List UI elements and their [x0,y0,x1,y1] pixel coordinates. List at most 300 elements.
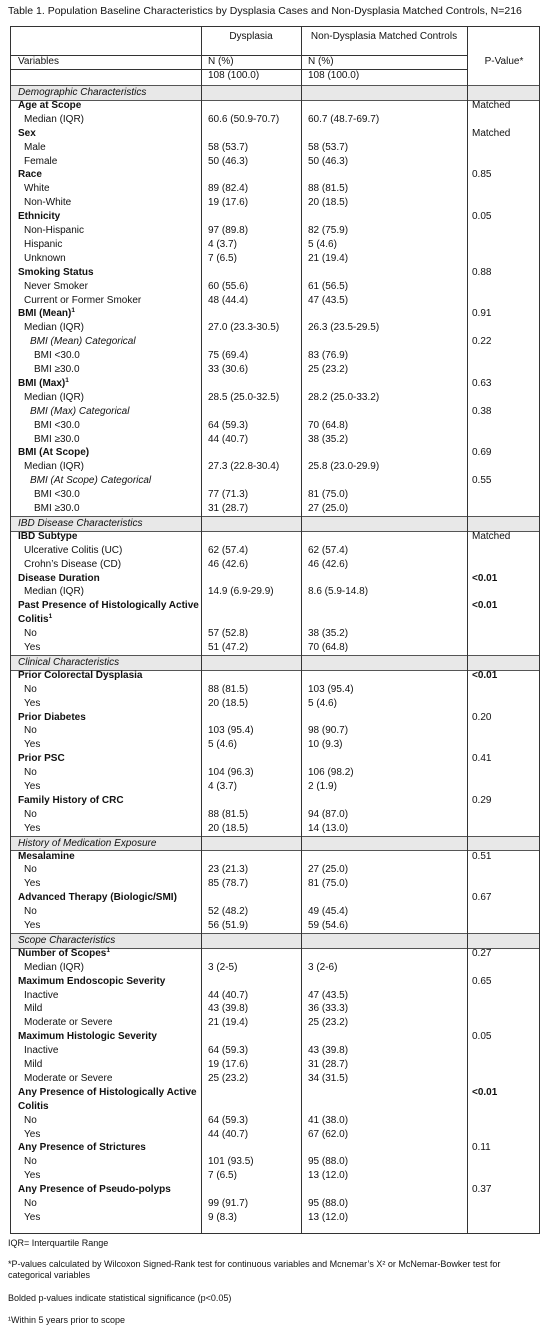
dysplasia-value: 43 (39.8) [208,1003,249,1015]
variable-label: BMI ≥30.0 [34,503,80,514]
control-value: 5 (4.6) [308,238,337,250]
control-value: 95 (88.0) [308,1198,349,1209]
table-row [11,113,539,127]
table-row [11,627,539,641]
variable-label: Ulcerative Colitis (UC) [24,544,123,556]
dysplasia-value: 103 (95.4) [208,725,254,737]
variable-label: Prior PSC [18,753,65,765]
table-row [11,349,539,363]
table-row [11,711,539,725]
table-row [11,168,539,182]
table-row [11,905,539,919]
control-value: 38 (35.2) [308,433,349,445]
control-value: 59 (54.6) [308,920,349,931]
p-value: <0.01 [472,572,498,584]
p-value: 0.29 [472,794,492,806]
table-row [11,1141,539,1155]
table-row [11,558,539,572]
table-row [11,419,539,433]
table-row [11,947,539,961]
dysplasia-value: 27.3 (22.8-30.4) [208,461,280,473]
table-row [11,989,539,1003]
column-divider [301,27,302,1233]
table-row [11,1197,539,1211]
col-controls-unit: N (%) [308,56,334,67]
variable-label: BMI ≥30.0 [34,364,80,375]
table-row [11,127,539,141]
table-row [11,460,539,474]
control-value: 47 (43.5) [308,989,349,1001]
control-value: 8.6 (5.9-14.8) [308,586,369,598]
control-value: 25 (23.2) [308,364,349,375]
p-value: <0.01 [472,669,498,681]
dysplasia-value: 52 (48.2) [208,906,249,918]
variable-label: Any Presence of Pseudo-polyps [18,1184,171,1196]
dysplasia-value: 25 (23.2) [208,1072,249,1084]
dysplasia-value: 50 (46.3) [208,155,249,167]
dysplasia-value: 19 (17.6) [208,1059,249,1070]
variable-label: No [24,1156,37,1168]
variable-label: Ethnicity [18,211,61,223]
variable-label: Median (IQR) [24,391,85,403]
table-row [11,766,539,780]
table-row [11,599,539,613]
table-row [11,1211,539,1225]
control-value: 38 (35.2) [308,628,349,640]
column-divider [467,27,468,1233]
control-value: 94 (87.0) [308,808,349,820]
dysplasia-value: 62 (57.4) [208,544,249,556]
table-row [11,738,539,752]
control-value: 13 (12.0) [308,1170,349,1182]
p-value: 0.05 [472,1031,492,1043]
footnote-marker: 1 [106,946,110,954]
control-value: 31 (28.7) [308,1059,349,1070]
variable-label: Yes [24,878,41,890]
dysplasia-value: 5 (4.6) [208,739,237,751]
control-value: 36 (33.3) [308,1003,349,1015]
table-row [11,572,539,586]
control-value: 103 (95.4) [308,683,354,695]
control-value: 70 (64.8) [308,642,349,653]
dysplasia-value: 44 (40.7) [208,433,249,445]
dysplasia-value: 20 (18.5) [208,697,249,709]
dysplasia-value: 88 (81.5) [208,683,249,695]
variable-label: BMI (Max) Categorical [30,405,130,417]
variable-label: Inactive [24,1045,59,1057]
dysplasia-value: 64 (59.3) [208,1045,249,1057]
variable-label: Yes [24,1128,41,1140]
table-caption: Table 1. Population Baseline Characteristics by Dysplasia Cases and Non-Dysplasia Matched Controls, N=216 [8,5,522,17]
variable-label: No [24,628,37,640]
p-value: 0.11 [472,1142,491,1154]
variable-label: Yes [24,920,41,931]
table-row [11,433,539,447]
table-row [11,1016,539,1030]
control-value: 5 (4.6) [308,697,337,709]
dysplasia-value: 64 (59.3) [208,1114,249,1126]
p-value: 0.69 [472,447,492,459]
variable-label: Median (IQR) [24,961,85,973]
footnote-iqr: IQR= Interquartile Range [8,1238,109,1248]
variable-label: Number of Scopes$^1$ [18,946,110,959]
table-row [11,307,539,321]
variable-label: Non-Hispanic [24,225,85,236]
variable-label: Race [18,169,42,181]
variable-label: Maximum Histologic Severity [18,1031,157,1043]
variable-label: BMI (Max)$^1$ [18,376,69,389]
table-row [11,822,539,836]
table-row [11,182,539,196]
p-value: 0.22 [472,336,492,348]
p-value: 0.41 [472,753,492,765]
dysplasia-value: 77 (71.3) [208,489,249,501]
variable-label: Male [24,141,46,153]
table-row [11,266,539,280]
table-row [11,585,539,599]
variable-label: IBD Subtype [18,530,78,542]
table-row [11,1100,539,1114]
table-row [11,1086,539,1100]
table-header [11,27,539,86]
control-value: 49 (45.4) [308,906,349,918]
table-row [11,919,539,933]
baseline-characteristics-table [10,26,540,1234]
dysplasia-value: 33 (30.6) [208,364,249,375]
control-value: 3 (2-6) [308,961,338,973]
control-value: 13 (12.0) [308,1211,349,1223]
table-row [11,280,539,294]
variable-label: Median (IQR) [24,461,85,473]
p-value: 0.37 [472,1184,492,1196]
table-row [11,808,539,822]
section-label: Demographic Characteristics [18,87,147,98]
table-row [11,238,539,252]
variable-label: Median (IQR) [24,322,85,334]
variable-label: BMI (Mean) Categorical [30,336,136,348]
dysplasia-value: 31 (28.7) [208,503,249,514]
dysplasia-value: 89 (82.4) [208,183,249,195]
dysplasia-value: 23 (21.3) [208,864,249,876]
control-value: 46 (42.6) [308,558,349,570]
dysplasia-value: 9 (8.3) [208,1211,237,1223]
table-row [11,1183,539,1197]
p-value: 0.88 [472,266,492,278]
control-value: 47 (43.5) [308,294,349,306]
variable-label: Non-White [24,197,72,209]
dysplasia-value: 4 (3.7) [208,238,237,250]
variable-label: Any Presence of Strictures [18,1142,146,1154]
dysplasia-value: 48 (44.4) [208,294,249,306]
table-row [11,488,539,502]
table-row [11,446,539,460]
p-value: 0.20 [472,711,492,723]
variable-label: Hispanic [24,238,63,250]
control-value: 50 (46.3) [308,155,349,167]
control-value: 20 (18.5) [308,197,349,209]
footnote-marker: 1 [48,613,53,621]
dysplasia-value: 75 (69.4) [208,350,249,362]
variable-label: White [24,183,50,195]
column-divider [201,27,202,1233]
table-row [11,405,539,419]
table-row [11,780,539,794]
variable-label: No [24,864,37,876]
control-value: 25 (23.2) [308,1017,349,1029]
variable-label: Any Presence of Histologically Active [18,1086,197,1098]
control-value: 41 (38.0) [308,1114,349,1126]
variable-label: BMI ≥30.0 [34,433,80,445]
control-value: 98 (90.7) [308,725,349,737]
variable-label: Prior Colorectal Dysplasia [18,669,143,681]
p-value: 0.05 [472,211,492,223]
control-value: 60.7 (48.7-69.7) [308,113,380,125]
p-value: 0.27 [472,947,492,959]
table-row [11,474,539,488]
dysplasia-value: 51 (47.2) [208,642,249,653]
dysplasia-value: 28.5 (25.0-32.5) [208,391,280,403]
variable-label: BMI <30.0 [34,350,80,362]
table-row [11,294,539,308]
variable-label: Inactive [24,989,59,1001]
table-row [11,391,539,405]
variable-label: Mesalamine [18,850,75,862]
control-value: 81 (75.0) [308,489,349,501]
dysplasia-value: 20 (18.5) [208,822,249,834]
control-value: 88 (81.5) [308,183,349,195]
variable-label: Yes [24,1211,41,1223]
variable-label: No [24,808,37,820]
table-row [11,683,539,697]
variable-label: Advanced Therapy (Biologic/SMI) [18,892,177,904]
variable-label: Yes [24,781,41,792]
variable-label: Yes [24,739,41,751]
col-controls-total: 108 (100.0) [308,70,360,81]
variable-label: Yes [24,1170,41,1182]
variable-label: Unknown [24,252,66,264]
variable-label: No [24,1198,37,1209]
table-row [11,502,539,516]
section-label: IBD Disease Characteristics [18,517,143,529]
footnote-marker: 1 [65,376,69,384]
footnote-pvalues: *P-values calculated by Wilcoxon Signed-Rank test for continuous variables and Mcnemar’s X² or McNemar-Bowker test for categorical variables [8,1259,501,1280]
control-value: 27 (25.0) [308,503,349,514]
variable-label: Moderate or Severe [24,1017,113,1029]
p-value: 0.91 [472,308,492,320]
table-row [11,752,539,766]
control-value: 28.2 (25.0-33.2) [308,391,380,403]
footnote-within: ¹Within 5 years prior to scope [8,1315,126,1325]
control-value: 27 (25.0) [308,864,349,876]
table-row [11,850,539,864]
variable-label: Yes [24,822,41,834]
table-row [11,1128,539,1142]
p-value: 0.67 [472,892,492,904]
p-value: Matched [472,127,511,139]
section-label: History of Medication Exposure [18,837,157,849]
dysplasia-value: 44 (40.7) [208,989,249,1001]
table-row [11,794,539,808]
variable-label: Never Smoker [24,280,88,292]
table-row [11,891,539,905]
control-value: 67 (62.0) [308,1128,349,1140]
table-row [11,252,539,266]
variable-label: No [24,725,37,737]
variable-label: BMI (Mean)$^1$ [18,307,75,320]
dysplasia-value: 19 (17.6) [208,197,249,209]
control-value: 81 (75.0) [308,878,349,890]
variable-label: No [24,906,37,918]
section-label: Scope Characteristics [18,934,116,946]
col-dysplasia-title: Dysplasia [229,31,273,42]
p-value: 0.38 [472,405,492,417]
dysplasia-value: 104 (96.3) [208,767,254,779]
table-row [11,224,539,238]
col-dysplasia-unit: N (%) [208,56,234,67]
variable-label: Current or Former Smoker [24,294,142,306]
section-label: Clinical Characteristics [18,656,120,668]
dysplasia-value: 88 (81.5) [208,808,249,820]
variable-label: Median (IQR) [24,113,85,125]
dysplasia-value: 27.0 (23.3-30.5) [208,322,280,334]
table-row [11,1114,539,1128]
variable-label: Smoking Status [18,266,94,278]
control-value: 43 (39.8) [308,1045,349,1057]
p-value: 0.63 [472,377,492,389]
dysplasia-value: 97 (89.8) [208,225,249,236]
p-value: Matched [472,530,511,542]
control-value: 82 (75.9) [308,225,349,236]
col-controls-title: Non-Dysplasia Matched Controls [310,31,458,42]
table-row [11,530,539,544]
p-value: 0.51 [472,850,492,862]
table-row [11,1169,539,1183]
col-dysplasia-total: 108 (100.0) [208,70,260,81]
table-row [11,99,539,113]
variable-label: No [24,1114,37,1126]
table-row [11,210,539,224]
dysplasia-value: 14.9 (6.9-29.9) [208,586,274,598]
control-value: 2 (1.9) [308,781,337,792]
variable-label: BMI (At Scope) [18,447,90,459]
footnote-bold: Bolded p-values indicate statistical significance (p<0.05) [8,1293,232,1303]
control-value: 62 (57.4) [308,544,349,556]
table-row [11,877,539,891]
table-row [11,196,539,210]
dysplasia-value: 4 (3.7) [208,781,237,792]
variable-label: BMI <30.0 [34,489,80,501]
dysplasia-value: 58 (53.7) [208,141,249,153]
col-variables-title: Variables [18,56,59,67]
variable-label: No [24,767,37,779]
variable-label: Yes [24,642,41,653]
variable-label: Sex [18,127,36,139]
table-row [11,335,539,349]
variable-label: Colitis$^1$ [18,613,53,626]
table-row [11,697,539,711]
control-value: 83 (76.9) [308,350,349,362]
table-row [11,141,539,155]
dysplasia-value: 57 (52.8) [208,628,249,640]
variable-label: Yes [24,697,41,709]
dysplasia-value: 44 (40.7) [208,1128,249,1140]
table-row [11,641,539,655]
dysplasia-value: 7 (6.5) [208,1170,237,1182]
control-value: 95 (88.0) [308,1156,349,1168]
control-value: 25.8 (23.0-29.9) [308,461,380,473]
variable-label: No [24,683,37,695]
p-value: Matched [472,99,511,111]
table-row [11,1044,539,1058]
table-row [11,669,539,683]
dysplasia-value: 64 (59.3) [208,419,249,431]
variable-label: Family History of CRC [18,794,124,806]
variable-label: Female [24,155,58,167]
dysplasia-value: 101 (93.5) [208,1156,254,1168]
table-row [11,321,539,335]
p-value: <0.01 [472,600,498,612]
dysplasia-value: 3 (2-5) [208,961,238,973]
control-value: 34 (31.5) [308,1072,349,1084]
dysplasia-value: 60.6 (50.9-70.7) [208,113,280,125]
table-row [11,1072,539,1086]
table-row [11,613,539,627]
table-row [11,544,539,558]
control-value: 26.3 (23.5-29.5) [308,322,380,334]
dysplasia-value: 99 (91.7) [208,1198,249,1209]
variable-label: Crohn’s Disease (CD) [24,558,122,570]
variable-label: Colitis [18,1100,49,1112]
table-row [11,363,539,377]
variable-label: Past Presence of Histologically Active [18,600,199,612]
table-row [11,1002,539,1016]
variable-label: Mild [24,1003,43,1015]
variable-label: BMI (At Scope) Categorical [30,475,152,487]
control-value: 21 (19.4) [308,252,349,264]
dysplasia-value: 56 (51.9) [208,920,249,931]
variable-label: Prior Diabetes [18,711,86,723]
variable-label: Maximum Endoscopic Severity [18,975,166,987]
p-value: <0.01 [472,1086,498,1098]
dysplasia-value: 85 (78.7) [208,878,249,890]
table-row [11,1058,539,1072]
p-value: 0.85 [472,169,492,181]
variable-label: Mild [24,1059,43,1070]
variable-label: Median (IQR) [24,586,85,598]
col-pvalue-title: P-Value* [484,56,524,67]
p-value: 0.65 [472,975,492,987]
dysplasia-value: 60 (55.6) [208,280,249,292]
footnote-marker: 1 [71,307,75,315]
variable-label: Age at Scope [18,99,82,111]
table-row [11,961,539,975]
table-row [11,863,539,877]
table-row [11,1030,539,1044]
control-value: 14 (13.0) [308,822,349,834]
p-value: 0.55 [472,475,492,487]
table-row [11,975,539,989]
control-value: 61 (56.5) [308,280,349,292]
variable-label: BMI <30.0 [34,419,80,431]
table-row [11,377,539,391]
table-row [11,724,539,738]
dysplasia-value: 7 (6.5) [208,252,237,264]
control-value: 10 (9.3) [308,739,343,751]
variable-label: Moderate or Severe [24,1072,113,1084]
dysplasia-value: 21 (19.4) [208,1017,249,1029]
table-row [11,1155,539,1169]
table-row [11,155,539,169]
